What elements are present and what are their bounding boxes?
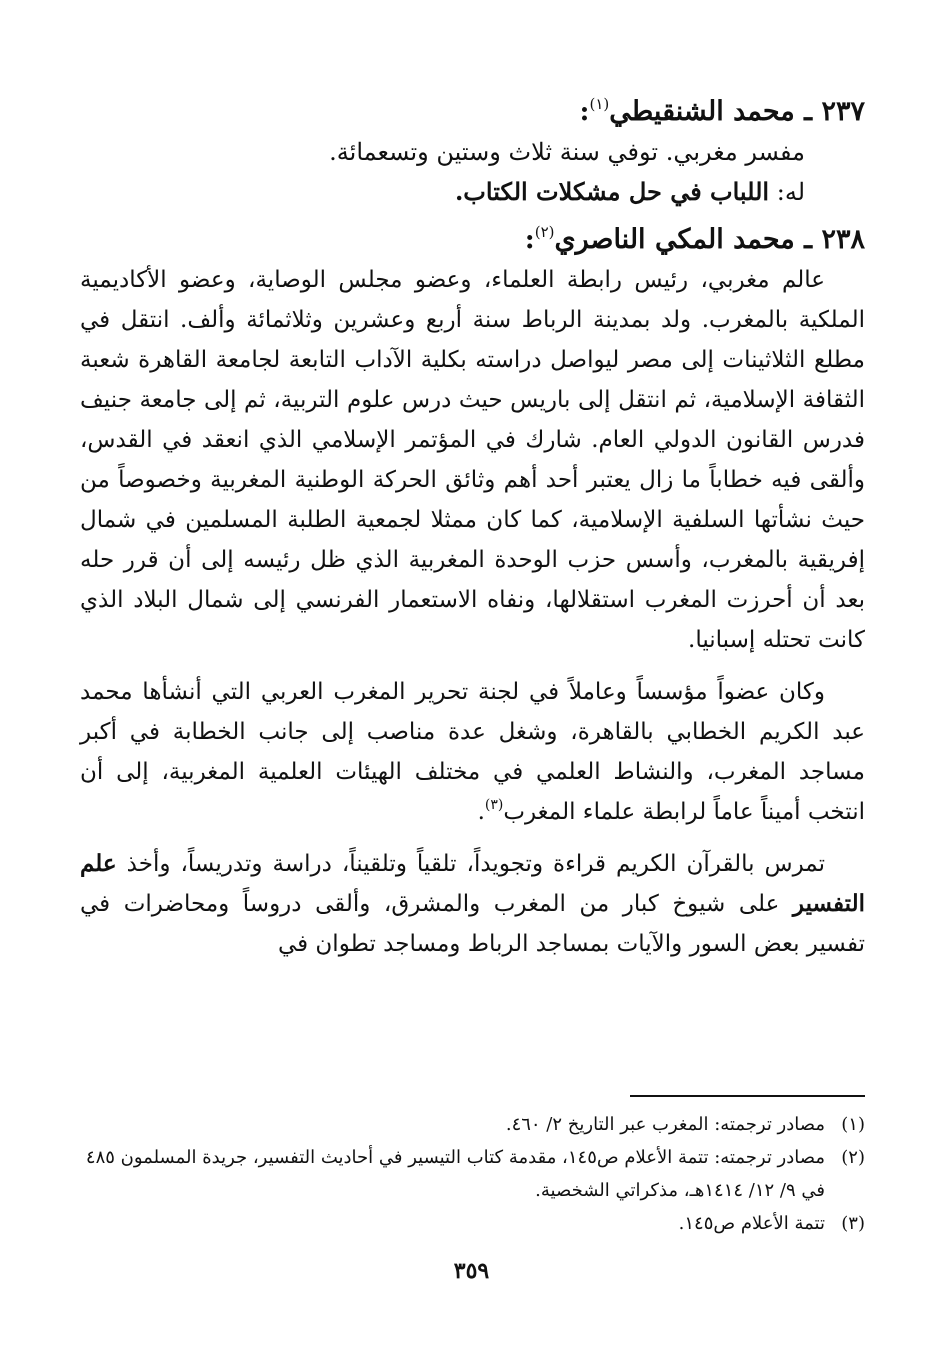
footnote-number: (١) (841, 1114, 865, 1135)
footnote-number: (٢) (841, 1147, 865, 1168)
footnote-1 (80, 1108, 865, 1141)
entry-238-paragraph-2 (80, 672, 865, 832)
page-number: ٣٥٩ (453, 1258, 490, 1284)
paragraph-2-end: . (477, 799, 485, 825)
footnote-ref-2[interactable]: (٢) (534, 223, 555, 241)
footnote-text: مصادر ترجمته: تتمة الأعلام ص١٤٥، مقدمة كتاب التيسير في أحاديث التفسير، جريدة المسلمون ٤٨٥ في ٩/ ١٢/ ١٤١٤هـ، مذكراتي الشخصية. (85, 1147, 825, 1201)
footnote-ref-3[interactable]: (٣) (484, 797, 504, 813)
entry-237-works (80, 172, 865, 212)
paragraph-3-part-2: على شيوخ كبار من المغرب والمشرق، وألقى دروساً ومحاضرات في تفسير بعض السور والآيات بمساجد الرباط ومساجد تطوان في (80, 891, 865, 957)
entry-heading-text: ٢٣٨ ـ محمد المكي الناصري (554, 224, 865, 255)
footnote-ref-1[interactable]: (١) (589, 95, 610, 113)
footnote-2 (80, 1141, 865, 1207)
entry-heading-text: ٢٣٧ ـ محمد الشنقيطي (609, 96, 865, 127)
heading-colon: : (524, 224, 535, 255)
work-title: اللباب في حل مشكلات الكتاب. (454, 177, 770, 206)
entry-238-paragraph-3 (80, 844, 865, 964)
entry-heading-237 (80, 84, 865, 132)
footnote-text: تتمة الأعلام ص١٤٥. (678, 1213, 825, 1234)
footnote-number: (٣) (841, 1213, 865, 1234)
paragraph-2-text: وكان عضواً مؤسساً وعاملاً في لجنة تحرير المغرب العربي التي أنشأها محمد عبد الكريم الخطابي بالقاهرة، وشغل عدة مناصب إلى جانب الخطابة في أكبر مساجد المغرب، والنشاط العلمي في مختلف الهيئات العلمية المغربية، إلى أن انتخب أميناً عاماً لرابطة علماء المغرب (80, 679, 865, 825)
paragraph-3-part-1: تمرس بالقرآن الكريم قراءة وتجويداً، تلقياً وتلقيناً، دراسة وتدريساً، وأخذ (126, 851, 826, 877)
works-prefix: له: (776, 178, 805, 206)
heading-colon: : (579, 96, 590, 127)
footnote-divider (630, 1095, 865, 1097)
footnotes (80, 1108, 865, 1240)
footnote-text: مصادر ترجمته: المغرب عبر التاريخ ٢/ ٤٦٠. (505, 1114, 825, 1135)
main-text-column (80, 84, 865, 964)
entry-237-description: مفسر مغربي. توفي سنة ثلاث وستين وتسعمائة. (329, 138, 805, 166)
entry-238-paragraph-1: عالم مغربي، رئيس رابطة العلماء، وعضو مجلس الوصاية، وعضو الأكاديمية الملكية بالمغرب. ولد بمدينة الرباط سنة أربع وعشرين وثلاثمائة وألف. انتقل في مطلع الثلاثينات إلى مصر ليواصل دراسته بكلية الآداب التابعة لجامعة القاهرة شعبة الثقافة الإسلامية، ثم انتقل إلى باريس حيث درس علوم التربية، ثم إلى جامعة جنيف فدرس القانون الدولي العام. شارك في المؤتمر الإسلامي الذي انعقد في القدس، وألقى فيه خطاباً ما زال يعتبر أحد أهم وثائق الحركة الوطنية المغربية وخصوصاً من حيث نشأتها السلفية الإسلامية، كما كان ممثلا لجمعية الطلبة المسلمين في شمال إفريقية بالمغرب، وأسس حزب الوحدة المغربية الذي ظل رئيسه إلى أن قرر حله بعد أن أحرزت المغرب استقلالها، ونفاه الاستعمار الفرنسي إلى شمال البلاد الذي كانت تحتله إسبانيا. (80, 267, 865, 653)
footnote-3 (80, 1207, 865, 1240)
entry-heading-238 (80, 212, 865, 260)
paragraph-3-bold-term: علم التفسير (80, 850, 866, 917)
